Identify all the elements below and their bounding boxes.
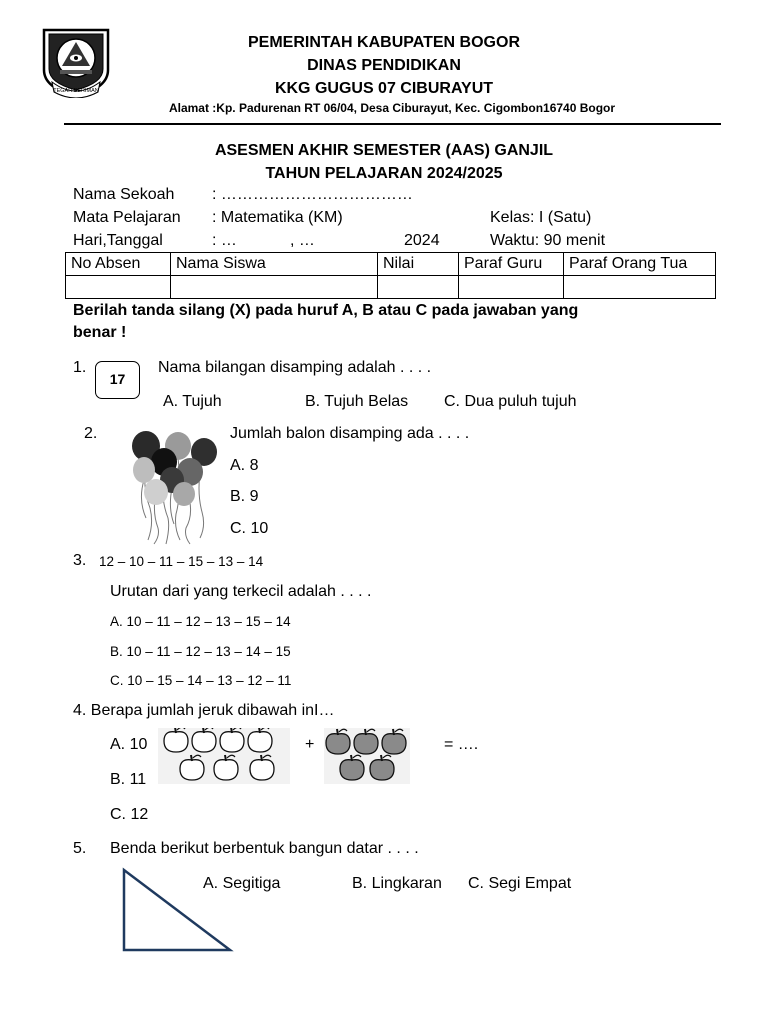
q2-text: Jumlah balon disamping ada . . . . [230,425,470,442]
header-cluster: KKG GUGUS 07 CIBURAYUT [274,80,494,97]
q3-option-a[interactable]: A. 10 – 11 – 12 – 13 – 15 – 14 [110,614,291,629]
student-id-table [65,252,716,299]
instruction-line1: Berilah tanda silang (X) pada huruf A, B atau C pada jawaban yang [73,302,579,319]
q1-option-b[interactable]: B. Tujuh Belas [305,393,409,410]
exam-title: ASESMEN AKHIR SEMESTER (AAS) GANJIL [214,142,554,159]
svg-text:TEGAR BERIMAN: TEGAR BERIMAN [53,88,99,94]
header-no-absen: No Absen [66,253,171,276]
header-department: DINAS PENDIDIKAN [307,57,461,74]
day-label: Hari,Tanggal [73,232,163,249]
q3-option-c[interactable]: C. 10 – 15 – 14 – 13 – 12 – 11 [110,673,292,688]
time-label: Waktu: 90 menit [490,232,606,249]
header-divider [64,123,721,125]
q3-number: 3. [73,552,87,569]
header-address: Alamat :Kp. Padurenan RT 06/04, Desa Ciburayut, Kec. Cigombon16740 Bogor [168,101,616,115]
header-paraf-orang-tua: Paraf Orang Tua [564,253,716,276]
table-header-row [66,253,716,276]
q3-text: Urutan dari yang terkecil adalah . . . . [110,583,372,600]
day-comma: , … [290,232,315,249]
table-row [66,276,716,299]
cell-no-absen[interactable] [66,276,171,299]
class-label: Kelas: I (Satu) [490,209,592,226]
cell-paraf-guru[interactable] [459,276,564,299]
cell-nama-siswa[interactable] [171,276,378,299]
q4-option-c[interactable]: C. 12 [110,806,149,823]
cell-nilai[interactable] [378,276,459,299]
q4-plus-sign: + [305,736,315,753]
instruction-line2: benar ! [73,324,127,341]
white-oranges-group [158,728,290,784]
q5-option-a[interactable]: A. Segitiga [203,875,281,892]
q4-option-b[interactable]: B. 11 [110,771,147,788]
q2-number: 2. [84,425,98,442]
day-value: : … [212,232,237,249]
q5-text: Benda berikut berbentuk bangun datar . . . . [110,840,419,857]
q4-equals: = …. [444,736,479,753]
header-government: PEMERINTAH KABUPATEN BOGOR [248,34,520,51]
q1-option-a[interactable]: A. Tujuh [163,393,222,410]
school-label: Nama Sekoah [73,186,175,203]
header-nama-siswa: Nama Siswa [171,253,378,276]
q3-option-b[interactable]: B. 10 – 11 – 12 – 13 – 14 – 15 [110,644,291,659]
q1-number-card: 17 [95,361,140,399]
q5-option-c[interactable]: C. Segi Empat [468,875,572,892]
q2-option-c[interactable]: C. 10 [230,520,269,537]
school-value: : ……………………………… [212,186,413,203]
header-nilai: Nilai [378,253,459,276]
q2-option-a[interactable]: A. 8 [230,457,259,474]
subject-label: Mata Pelajaran [73,209,181,226]
cell-paraf-orang-tua[interactable] [564,276,716,299]
q1-number: 1. [73,359,87,376]
exam-year: TAHUN PELAJARAN 2024/2025 [265,165,503,182]
balloons-illustration [124,428,222,546]
q1-text: Nama bilangan disamping adalah . . . . [158,359,432,376]
q4-option-a[interactable]: A. 10 [110,736,148,753]
q3-sequence: 12 – 10 – 11 – 15 – 13 – 14 [99,554,264,569]
subject-value: : Matematika (KM) [212,209,343,226]
q5-option-b[interactable]: B. Lingkaran [352,875,442,892]
day-year: 2024 [404,232,440,249]
header-paraf-guru: Paraf Guru [459,253,564,276]
q4-text: 4. Berapa jumlah jeruk dibawah inI… [73,702,335,719]
grey-oranges-group [324,728,410,784]
q1-option-c[interactable]: C. Dua puluh tujuh [444,393,577,410]
q5-number: 5. [73,840,87,857]
q2-option-b[interactable]: B. 9 [230,488,259,505]
